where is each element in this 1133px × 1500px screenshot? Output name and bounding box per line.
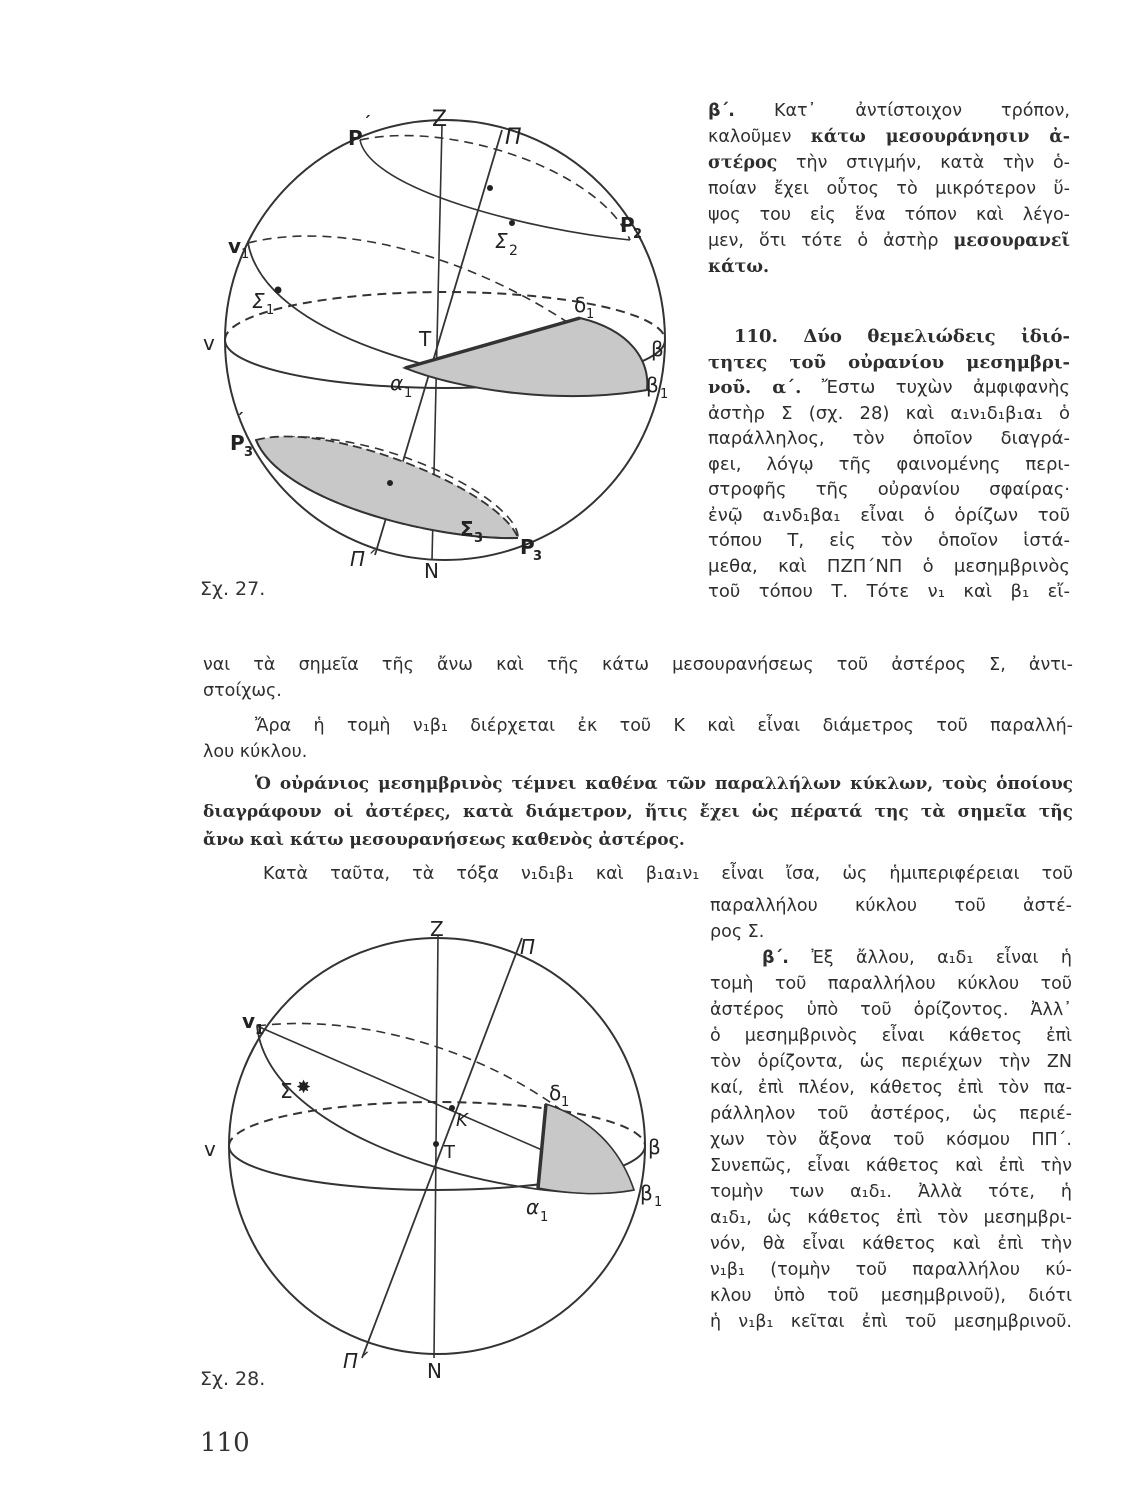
section-110 [708,324,1070,605]
figure-28-caption: Σχ. 28. [200,1368,266,1390]
text-line: λου κύκλου. [203,742,308,762]
label-beta1: β [646,373,659,397]
svg-text:΄: ΄ [236,410,244,429]
text-line: ἐνῷ α₁νδ₁βα₁ εἶναι ὁ ὁρίζων τοῦ [708,504,1070,526]
label-beta: β [648,1135,661,1159]
label-pi-top: Π [505,125,522,150]
svg-text:3: 3 [474,531,484,546]
figure-27 [200,100,680,600]
text-line: διαγράφουν οἱ ἀστέρες, κατὰ διάμετρον, ἥτις ἔχει ὡς πέρατά της τὰ σημεῖα τῆς [203,802,1073,822]
theorem-paragraph [203,770,1073,854]
text-line: Ὁ οὐράνιος μεσημβρινὸς τέμνει καθένα τῶν παραλλήλων κύκλων, τοὺς ὁποίους [255,774,1073,794]
intro-paragraph [708,98,1070,280]
text-line: κάτω. [708,257,770,277]
shaded-region [538,1104,634,1194]
label-pi-top: Π [520,935,536,959]
text-line: Ἄρα ἡ τομὴ ν₁β₁ διέρχεται ἐκ τοῦ Κ καὶ εἶναι διάμετρος τοῦ παραλλή- [255,716,1073,736]
label-delta1: δ [574,293,587,317]
label-beta1: β [640,1181,653,1205]
text-line: τοῦ τόπου Τ. Τότε ν₁ καὶ β₁ εἴ- [708,581,1070,602]
text-line: ναι τὰ σημεῖα τῆς ἄνω καὶ τῆς κάτω μεσουρανήσεως τοῦ ἀστέρος Σ, ἀντι- [203,655,1073,675]
kata-line [203,861,1073,887]
label-v: v [204,1137,216,1161]
text-line: Κατὰ ταῦτα, τὰ τόξα ν₁δ₁β₁ καὶ β₁α₁ν₁ εἶναι ἴσα, ὡς ἡμιπεριφέρειαι τοῦ [263,864,1073,884]
label-sigma2: Σ [495,229,508,253]
text-line: μεν, ὅτι τότε ὁ ἀστὴρ μεσουρανεῖ [708,231,1070,251]
label-sigma1: Σ [252,289,265,313]
text-line: τομὴ τοῦ παραλλήλου κύκλου τοῦ [710,974,1072,994]
shaded-region-lower [256,436,518,538]
label-r3prime: P [230,431,245,455]
svg-text:1: 1 [660,387,669,402]
svg-text:1: 1 [561,1095,570,1110]
svg-text:΄: ΄ [363,113,371,132]
label-n: N [424,559,439,583]
label-z: Z [430,918,444,941]
svg-text:3: 3 [244,445,254,460]
svg-text:1: 1 [586,307,595,322]
label-n: N [427,1359,442,1383]
text-line: στοίχως. [203,681,282,701]
label-pi-bottom: Π΄ [343,1349,369,1373]
ara-paragraph [203,713,1073,765]
label-delta1: δ [549,1081,562,1105]
label-v1: v [228,234,242,258]
text-line: ἀστέρος ὑπὸ τοῦ ὁρίζοντος. Ἀλλ᾽ [710,1000,1072,1020]
text-line: κλου ὑπὸ τοῦ μεσημβρινοῦ), διότι [710,1286,1072,1306]
text-line: μεθα, καὶ ΠΖΠ΄ΝΠ ὁ μεσημβρινὸς [708,555,1070,577]
text-line: β΄. Κατ᾽ ἀντίστοιχον τρόπον, [708,101,1070,121]
svg-text:1: 1 [266,303,275,318]
text-line: στροφῆς τῆς οὐρανίου σφαίρας· [708,479,1070,500]
label-v: v [203,331,215,355]
text-line: ἀστὴρ Σ (σχ. 28) καὶ α₁ν₁δ₁β₁α₁ ὁ [708,402,1070,424]
text-line: τὸν ὁρίζοντα, ὡς περιέχων τὴν ΖΝ [710,1052,1072,1072]
text-line: ποίαν ἔχει οὗτος τὸ μικρότερον ὕ- [708,179,1070,199]
label-r3: P [520,535,535,559]
label-v1: v [242,1009,256,1033]
label-t: T [444,1142,455,1163]
text-line: παράλληλος, τὸν ὁποῖον διαγρά- [708,428,1070,449]
figure-28 [200,918,680,1388]
text-line: ἄνω καὶ κάτω μεσουρανήσεως καθενὸς ἀστέρος. [203,830,685,850]
text-line: β΄. Ἐξ ἄλλου, α₁δ₁ εἶναι ἡ [762,948,1072,968]
svg-text:3: 3 [533,549,543,564]
label-sigma3: Σ [460,517,474,541]
lower-right-paragraph [710,893,1072,1335]
text-line: ὁ μεσημβρινὸς εἶναι κάθετος ἐπὶ [710,1026,1072,1046]
text-line: νοῦ. α΄. Ἔστω τυχὼν ἀμφιφανὴς [708,377,1070,398]
text-line: παραλλήλου κύκλου τοῦ ἀστέ- [710,896,1072,916]
svg-text:1: 1 [255,1023,265,1038]
svg-text:1: 1 [654,1195,663,1210]
text-line: φει, λόγῳ τῆς φαινομένης περι- [708,453,1070,475]
continuation-paragraph [203,652,1073,704]
label-k: K [456,1110,468,1131]
text-line: ψος του εἰς ἕνα τόπον καὶ λέγο- [708,205,1070,225]
label-t: T [419,327,432,351]
text-line: καί, ἐπὶ πλέον, κάθετος ἐπὶ τὸν πα- [710,1078,1072,1098]
svg-text:2: 2 [509,243,518,259]
label-beta: β [651,337,664,361]
text-line: στέρος τὴν στιγμήν, κατὰ τὴν ὁ- [708,153,1070,173]
label-pi-bottom: Π΄ [350,547,376,571]
label-z: Z [432,107,448,132]
label-sigma: Σ [280,1079,293,1103]
text-line: ρος Σ. [710,922,765,942]
page-number: 110 [200,1428,250,1458]
svg-text:2: 2 [633,227,643,242]
text-line: ἡ ν₁β₁ κεῖται ἐπὶ τοῦ μεσημβρινοῦ. [710,1312,1072,1332]
text-line: ν₁β₁ (τομὴν τοῦ παραλλήλου κύ- [710,1260,1072,1280]
text-line: τόπου Τ, εἰς τὸν ὁποῖον ἱστά- [708,530,1070,551]
text-line: α₁δ₁, ὡς κάθετος ἐπὶ τὸν μεσημβρι- [710,1208,1072,1228]
svg-text:1: 1 [540,1210,549,1225]
section-heading-line: 110. Δύο θεμελιώδεις ἰδιό- [734,326,1070,347]
section-heading-line: τητες τοῦ οὐρανίου μεσημβρι- [708,351,1070,373]
star-icon: ✸ [296,1077,312,1098]
figure-27-caption: Σχ. 27. [200,578,266,600]
svg-text:1: 1 [404,386,413,401]
text-line: νόν, θὰ εἶναι κάθετος καὶ ἐπὶ τὴν [710,1234,1072,1254]
text-line: καλοῦμεν κάτω μεσουράνησιν ἀ- [708,127,1070,147]
world-axis [362,938,522,1358]
label-alpha1: α [526,1195,540,1219]
svg-text:1: 1 [241,247,250,262]
label-alpha1: α [390,371,404,395]
label-r2: P [620,213,635,237]
text-line: Συνεπῶς, εἶναι κάθετος καὶ ἐπὶ τὴν [710,1156,1072,1176]
text-line: ράλληλον τοῦ ἀστέρος, ὡς περιέ- [710,1104,1072,1124]
label-r2prime: P [348,126,363,150]
text-line: τομὴν των α₁δ₁. Ἀλλὰ τότε, ἡ [710,1182,1072,1202]
text-line: χων τὸν ἄξονα τοῦ κόσμου ΠΠ΄. [710,1130,1072,1150]
